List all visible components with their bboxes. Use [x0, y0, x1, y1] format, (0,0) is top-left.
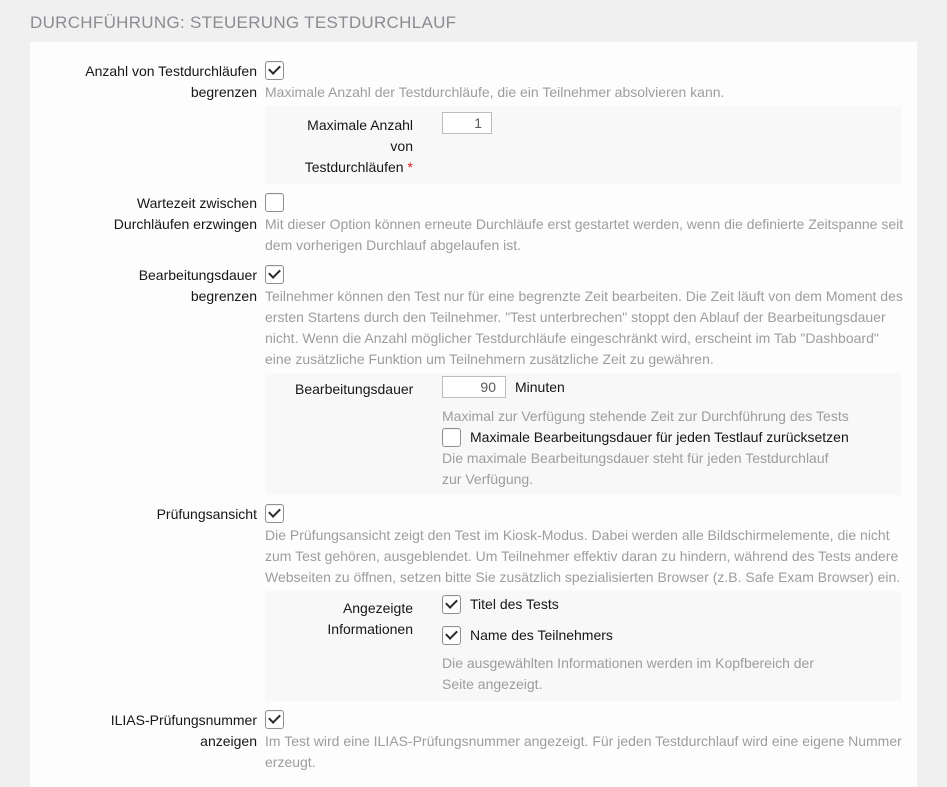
label-max-passes-text: Maximale Anzahl von Testdurchläufen: [304, 117, 413, 175]
max-passes-input[interactable]: [442, 112, 492, 134]
option-show-test-title: [442, 595, 901, 614]
checkbox-show-participant-name[interactable]: [442, 626, 461, 645]
row-exam-id: [30, 709, 917, 773]
option-show-participant-name: [442, 626, 901, 645]
label-duration: Bearbeitungsdauer: [295, 381, 414, 397]
row-limit-test-passes: [30, 60, 917, 184]
subcontent-max-passes: [442, 112, 901, 178]
checkbox-kiosk-view[interactable]: [265, 504, 284, 523]
content-kiosk-view: [265, 503, 917, 701]
label-processing-time: Bearbeitungsdauer begrenzen: [138, 267, 257, 304]
byline-reset-duration: Die maximale Bearbeitungsdauer steht für jeden Testdurchlauf zur Verfügung.: [442, 450, 829, 487]
row-waiting-time: [30, 192, 917, 256]
duration-unit-label: Minuten: [515, 379, 565, 395]
byline-exam-id: Im Test wird eine ILIAS-Prüfungsnummer angezeigt. Für jeden Testdurchlauf wird eine eigene Nummer erzeugt.: [265, 733, 902, 770]
subform-kiosk-info: [265, 591, 901, 701]
checkbox-reset-duration[interactable]: [442, 428, 461, 447]
byline-limit-test-passes: Maximale Anzahl der Testdurchläufe, die ein Teilnehmer absolvieren kann.: [265, 84, 725, 100]
label-limit-test-passes: Anzahl von Testdurchläufen begrenzen: [85, 63, 257, 100]
row-kiosk-view: [30, 503, 917, 701]
checkbox-processing-time[interactable]: [265, 265, 284, 284]
label-exam-id: ILIAS-Prüfungsnummer anzeigen: [110, 712, 257, 749]
option-reset-duration: [442, 428, 901, 447]
byline-kiosk-view: Die Prüfungsansicht zeigt den Test im Kiosk-Modus. Dabei werden alle Bildschirmelemente, die nicht zum Test gehören, ausgeblendet. Um Teilnehmer effektiv daran zu hindern, während des Tests andere Webseiten zu öffnen, setzen bitte Sie zusätzlich spezialisierten Browser (z.B. Safe Exam Browser) ein.: [265, 527, 901, 585]
option-reset-duration-label[interactable]: Maximale Bearbeitungsdauer für jeden Testlauf zurücksetzen: [470, 429, 849, 445]
settings-form-panel: [30, 42, 917, 787]
option-show-participant-name-label[interactable]: Name des Teilnehmers: [470, 627, 613, 643]
byline-processing-time: Teilnehmer können den Test nur für eine begrenzte Zeit bearbeiten. Die Zeit läuft von dem Moment des ersten Startens durch den Teilnehmer. "Test unterbrechen" stoppt den Ablauf der Bearbeitungsdauer nicht. Wenn die Anzahl möglicher Testdurchläufe eingeschränkt wird, erscheint im Tab "Dashboard" eine zusätzliche Funktion um Teilnehmern zusätzliche Zeit zu gewähren.: [265, 288, 903, 367]
option-show-test-title-label[interactable]: Titel des Tests: [470, 596, 559, 612]
content-exam-id: [265, 709, 917, 773]
required-marker: *: [407, 159, 413, 175]
section-title: DURCHFÜHRUNG: STEUERUNG TESTDURCHLAUF: [30, 13, 457, 32]
content-processing-time: [265, 264, 917, 495]
byline-shown-information: Die ausgewählten Informationen werden im Kopfbereich der Seite angezeigt.: [442, 655, 814, 692]
checkbox-exam-id[interactable]: [265, 710, 284, 729]
label-max-passes: [265, 112, 442, 178]
subrow-kiosk-info: [265, 595, 901, 695]
subform-processing-time: [265, 373, 901, 495]
subcontent-shown-information: [442, 595, 901, 695]
subrow-max-passes: [265, 112, 901, 178]
duration-input-line: [442, 376, 901, 398]
label-kiosk-view: Prüfungsansicht: [156, 506, 257, 522]
content-limit-test-passes: [265, 60, 917, 184]
subform-max-passes: [265, 106, 901, 184]
checkbox-waiting-time[interactable]: [265, 193, 284, 212]
byline-duration: Maximal zur Verfügung stehende Zeit zur Durchführung des Tests: [442, 408, 849, 424]
label-waiting-time: Wartezeit zwischen Durchläufen erzwingen: [113, 195, 257, 232]
content-waiting-time: [265, 192, 917, 256]
checkbox-limit-test-passes[interactable]: [265, 61, 284, 80]
row-processing-time: [30, 264, 917, 495]
processing-time-input[interactable]: [442, 376, 506, 398]
subcontent-duration: [442, 376, 901, 490]
checkbox-show-test-title[interactable]: [442, 595, 461, 614]
label-shown-information: Angezeigte Informationen: [327, 600, 413, 637]
subrow-processing-time: [265, 376, 901, 490]
byline-waiting-time: Mit dieser Option können erneute Durchläufe erst gestartet werden, wenn die definierte Zeitspanne seit dem vorherigen Durchlauf abgelaufen ist.: [265, 216, 904, 253]
